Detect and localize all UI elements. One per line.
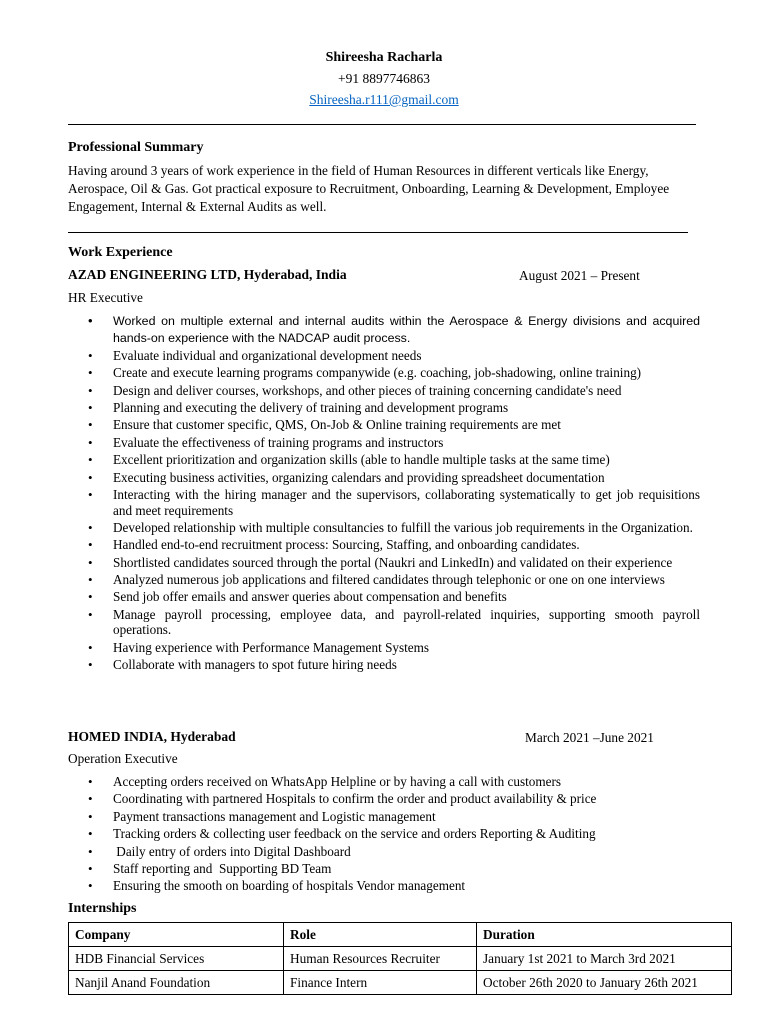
column-header: Company xyxy=(69,923,284,947)
bullet-icon: • xyxy=(88,537,93,553)
list-item: • Developed relationship with multiple consultancies to fulfill the various job requirements in the Organization. xyxy=(88,519,693,535)
table-cell: Nanjil Anand Foundation xyxy=(69,971,284,995)
bullet-icon: • xyxy=(88,774,93,789)
list-item: • Ensuring the smooth on boarding of hospitals Vendor management xyxy=(88,878,466,894)
column-header: Duration xyxy=(477,923,732,947)
bullet-icon: • xyxy=(88,452,93,468)
job-role: Operation Executive xyxy=(68,751,178,766)
table-row xyxy=(69,947,732,971)
list-item: • Handled end-to-end recruitment process: Sourcing, Staffing, and onboarding candidates. xyxy=(88,537,580,553)
column-header: Role xyxy=(284,923,477,947)
email-link[interactable]: Shireesha.r111@gmail.com xyxy=(309,92,459,107)
list-item: • Executing business activities, organizing calendars and providing spreadsheet documentation xyxy=(88,469,605,485)
resume-header xyxy=(0,47,768,110)
table-cell: Finance Intern xyxy=(284,971,477,995)
internships-heading: Internships xyxy=(68,901,137,916)
table-cell: Human Resources Recruiter xyxy=(284,947,477,971)
list-item: • Shortlisted candidates sourced through the portal (Naukri and LinkedIn) and validated on their experience xyxy=(88,554,673,570)
job-dates: August 2021 – Present xyxy=(519,268,640,283)
internships-table xyxy=(68,922,732,995)
bullet-icon: • xyxy=(88,365,93,381)
list-item: • Evaluate the effectiveness of training programs and instructors xyxy=(88,434,444,450)
table-cell: October 26th 2020 to January 26th 2021 xyxy=(477,971,732,995)
list-item: • Create and execute learning programs companywide (e.g. coaching, job-shadowing, online training) xyxy=(88,365,642,381)
bullet-icon: • xyxy=(88,487,93,503)
table-cell: HDB Financial Services xyxy=(69,947,284,971)
list-item: • Having experience with Performance Management Systems xyxy=(88,639,430,655)
job-dates: March 2021 –June 2021 xyxy=(525,730,654,745)
bullet-icon: • xyxy=(88,843,93,859)
work-experience-heading: Work Experience xyxy=(68,245,173,260)
list-item: • Accepting orders received on WhatsApp Helpline or by having a call with customers xyxy=(88,774,561,789)
table-header-row xyxy=(69,923,732,947)
list-item: • Excellent prioritization and organization skills (able to handle multiple tasks at the same time) xyxy=(88,452,610,468)
bullet-icon: • xyxy=(88,791,93,807)
bullet-icon: • xyxy=(88,808,93,824)
job-bullets xyxy=(68,774,700,896)
job-bullets xyxy=(68,313,700,675)
list-item: • Manage payroll processing, employee data, and payroll-related inquiries, supporting smooth payroll operations. xyxy=(88,606,700,638)
bullet-icon: • xyxy=(88,382,93,398)
divider-line xyxy=(68,124,696,125)
list-item: • Ensure that customer specific, QMS, On-Job & Online training requirements are met xyxy=(88,417,561,433)
list-item: • Planning and executing the delivery of training and development programs xyxy=(88,400,509,416)
bullet-icon: • xyxy=(88,347,93,363)
company-name: HOMED INDIA, Hyderabad xyxy=(68,729,236,744)
list-item: • Collaborate with managers to spot future hiring needs xyxy=(88,657,397,673)
table-cell: January 1st 2021 to March 3rd 2021 xyxy=(477,947,732,971)
bullet-icon: • xyxy=(88,589,93,605)
bullet-icon: • xyxy=(88,313,93,328)
list-item: • Interacting with the hiring manager and the supervisors, collaborating systematically to get job requisitions and meet requirements xyxy=(88,487,700,518)
bullet-icon: • xyxy=(88,826,93,842)
summary-text: Having around 3 years of work experience in the field of Human Resources in different verticals like Energy, Aerospace, Oil & Gas. Got practical exposure to Recruitment, Onboarding, Learning & Development, Employee Engagement, Internal & External Audits as well. xyxy=(68,163,670,214)
bullet-icon: • xyxy=(88,417,93,433)
list-item: • Daily entry of orders into Digital Dashboard xyxy=(88,843,351,859)
candidate-name: Shireesha Racharla xyxy=(325,50,443,65)
bullet-icon: • xyxy=(88,469,93,485)
list-item: • Staff reporting and Supporting BD Team xyxy=(88,860,332,876)
bullet-icon: • xyxy=(88,434,93,450)
bullet-icon: • xyxy=(88,519,93,535)
bullet-icon: • xyxy=(88,400,93,416)
list-item: • Tracking orders & collecting user feedback on the service and orders Reporting & Auditing xyxy=(88,826,596,842)
bullet-icon: • xyxy=(88,606,93,622)
list-item: • Coordinating with partnered Hospitals to confirm the order and product availability & price xyxy=(88,791,597,807)
job-role: HR Executive xyxy=(68,290,143,305)
bullet-icon: • xyxy=(88,554,93,570)
bullet-icon: • xyxy=(88,657,93,673)
list-item: • Payment transactions management and Logistic management xyxy=(88,808,436,824)
bullet-icon: • xyxy=(88,639,93,655)
phone-number: +91 8897746863 xyxy=(338,71,430,86)
bullet-icon: • xyxy=(88,860,93,876)
bullet-icon: • xyxy=(88,572,93,588)
summary-heading: Professional Summary xyxy=(68,140,204,155)
list-item: • Analyzed numerous job applications and filtered candidates through telephonic or one on one interviews xyxy=(88,572,665,588)
company-name: AZAD ENGINEERING LTD, Hyderabad, India xyxy=(68,267,347,282)
bullet-icon: • xyxy=(88,878,93,894)
table-row xyxy=(69,971,732,995)
list-item: • Design and deliver courses, workshops, and other pieces of training concerning candidate's need xyxy=(88,382,622,398)
list-item: • Send job offer emails and answer queries about compensation and benefits xyxy=(88,589,507,605)
list-item: • Worked on multiple external and internal audits within the Aerospace & Energy divisions and acquired hands-on experience with the NADCAP audit process. xyxy=(88,313,700,345)
divider-line xyxy=(68,232,688,233)
list-item: • Evaluate individual and organizational development needs xyxy=(88,347,422,363)
